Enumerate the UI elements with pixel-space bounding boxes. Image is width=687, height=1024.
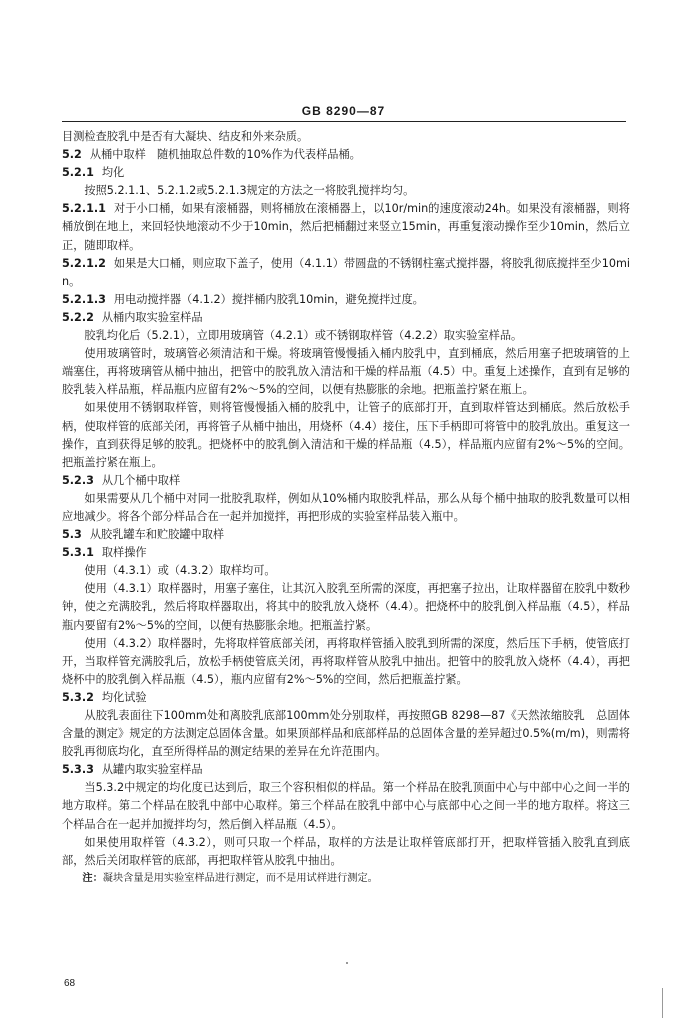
note-text: 凝块含量是用实验室样品进行测定，而不是用试样进行测定。 bbox=[102, 872, 378, 884]
section-heading bbox=[62, 761, 630, 779]
standard-number-header: GB 8290—87 bbox=[301, 104, 386, 118]
section-number: 5.2.1.2 bbox=[62, 256, 106, 270]
section-heading bbox=[62, 146, 630, 164]
section-text: 从胶乳罐车和贮胶罐中取样 bbox=[89, 528, 225, 542]
paragraph: 胶乳均化后（5.2.1），立即用玻璃管（4.2.1）或不锈钢取样管（4.2.2）取实验室样品。 bbox=[84, 329, 523, 343]
document-body bbox=[62, 128, 630, 888]
section-number: 5.2.1.3 bbox=[62, 292, 106, 306]
section-heading bbox=[62, 255, 630, 291]
section-number: 5.3.1 bbox=[62, 546, 94, 560]
section-heading bbox=[62, 164, 630, 182]
section-heading bbox=[62, 291, 630, 309]
section-text: 从罐内取实验室样品 bbox=[101, 763, 203, 777]
paragraph: 目测检查胶乳中是否有大凝块、结皮和外来杂质。 bbox=[62, 130, 309, 143]
section-number: 5.2.1.1 bbox=[62, 202, 106, 216]
paragraph: 如果使用不锈钢取样管，则将管慢慢插入桶的胶乳中，让管子的底部打开，直到取样管达到桶底。然后放松手柄，使取样管的底部关闭，再将管子从桶中抽出，用烧杯（4.4）接住，压下手柄即可将管中的胶乳放出。重复这一操作，直到获得足够的胶乳。把烧杯中的胶乳倒入清洁和干燥的样品瓶（4.5），样品瓶内应留有2%～5%的空间。把瓶盖拧紧在瓶上。 bbox=[62, 401, 630, 469]
section-heading bbox=[62, 544, 630, 562]
section-text: 均化试验 bbox=[101, 690, 147, 704]
section-text: 取样操作 bbox=[101, 546, 147, 560]
note bbox=[62, 870, 630, 888]
section-number: 5.2.3 bbox=[62, 473, 94, 487]
scan-speck bbox=[346, 962, 348, 964]
section-text: 对于小口桶，如果有滚桶器，则将桶放在滚桶器上，以10r/min的速度滚动24h。如果没有滚桶器，则将桶放倒在地上，来回轻快地滚动不少于10min，然后把桶翻过来竖立15min，再重复滚动操作至少10min，然后立正，随即取样。 bbox=[62, 202, 630, 252]
paragraph: 按照5.2.1.1、5.2.1.2或5.2.1.3规定的方法之一将胶乳搅拌均匀。 bbox=[84, 184, 415, 198]
paragraph: 使用（4.3.1）取样器时，用塞子塞住，让其沉入胶乳至所需的深度，再把塞子拉出，让取样器留在胶乳中数秒钟，使之充满胶乳，然后将取样器取出，将其中的胶乳放入烧杯（4.4）。把烧杯中的胶乳倒入样品瓶（4.5），样品瓶内要留有2%～5%的空间，以便有热膨胀余地。把瓶盖拧紧。 bbox=[62, 582, 630, 632]
section-number: 5.2.1 bbox=[62, 166, 94, 180]
paragraph: 如果需要从几个桶中对同一批胶乳取样，例如从10%桶内取胶乳样品，那么从每个桶中抽取的胶乳数量可以相应地减少。将各个部分样品合在一起并加搅拌，再把形成的实验室样品装入瓶中。 bbox=[62, 491, 630, 523]
section-text: 从几个桶中取样 bbox=[101, 473, 181, 487]
section-text: 用电动搅拌器（4.1.2）搅拌桶内胶乳10min，避免搅拌过度。 bbox=[113, 292, 424, 306]
section-text: 均化 bbox=[101, 166, 125, 180]
page-number: 68 bbox=[64, 978, 76, 989]
section-number: 5.2 bbox=[62, 148, 82, 162]
section-number: 5.3 bbox=[62, 528, 82, 542]
paragraph: 从胶乳表面往下100mm处和离胶乳底部100mm处分别取样，再按照GB 8298—87《天然浓缩胶乳 总固体含量的测定》规定的方法测定总固体含量。如果顶部样品和底部样品的总固体含量的差异超过0.5%(m/m)，则需将胶乳再彻底均化，直至所得样品的测定结果的差异在允许范围内。 bbox=[62, 709, 630, 759]
paragraph: 使用（4.3.1）或（4.3.2）取样均可。 bbox=[84, 564, 276, 578]
section-heading bbox=[62, 472, 630, 490]
paragraph: 当5.3.2中规定的均化度已达到后，取三个容积相似的样品。第一个样品在胶乳顶面中心与中部中心之间一半的地方取样。第二个样品在胶乳中部中心取样。第三个样品在胶乳中部中心与底部中心之间一半的地方取样。将这三个样品合在一起并加搅拌均匀，然后倒入样品瓶（4.5）。 bbox=[62, 781, 630, 831]
paragraph: 使用玻璃管时，玻璃管必须清洁和干燥。将玻璃管慢慢插入桶内胶乳中，直到桶底，然后用塞子把玻璃管的上端塞住，再将玻璃管从桶中抽出，把管中的胶乳放入清洁和干燥的样品瓶（4.5）中。重复上述操作，直到有足够的胶乳装入样品瓶，样品瓶内应留有2%～5%的空间，以便有热膨胀的余地。把瓶盖拧紧在瓶上。 bbox=[62, 347, 630, 397]
section-text: 从桶内取实验室样品 bbox=[101, 310, 203, 324]
section-number: 5.2.2 bbox=[62, 310, 94, 324]
note-label: 注： bbox=[82, 872, 103, 884]
scan-edge-mark bbox=[662, 988, 663, 1018]
paragraph: 使用（4.3.2）取样器时，先将取样管底部关闭，再将取样管插入胶乳到所需的深度，然后压下手柄，使管底打开，当取样管充满胶乳后，放松手柄使管底关闭，再将取样管从胶乳中抽出。把管中的胶乳放入烧杯（4.4），再把烧杯中的胶乳倒入样品瓶（4.5），瓶内应留有2%～5%的空间，然后把瓶盖拧紧。 bbox=[62, 636, 630, 686]
section-heading bbox=[62, 200, 630, 254]
header-rule bbox=[62, 121, 626, 122]
section-text: 如果是大口桶，则应取下盖子，使用（4.1.1）带圆盘的不锈钢柱塞式搅拌器，将胶乳彻底搅拌至少10min。 bbox=[62, 256, 630, 288]
paragraph: 如果使用取样管（4.3.2），则可只取一个样品，取样的方法是让取样管底部打开，把取样管插入胶乳直到底部，然后关闭取样管的底部，再把取样管从胶乳中抽出。 bbox=[62, 835, 630, 867]
section-number: 5.3.2 bbox=[62, 690, 94, 704]
section-text: 从桶中取样 随机抽取总件数的10%作为代表样品桶。 bbox=[89, 148, 361, 162]
section-heading bbox=[62, 309, 630, 327]
section-heading bbox=[62, 689, 630, 707]
section-number: 5.3.3 bbox=[62, 763, 94, 777]
section-heading bbox=[62, 526, 630, 544]
